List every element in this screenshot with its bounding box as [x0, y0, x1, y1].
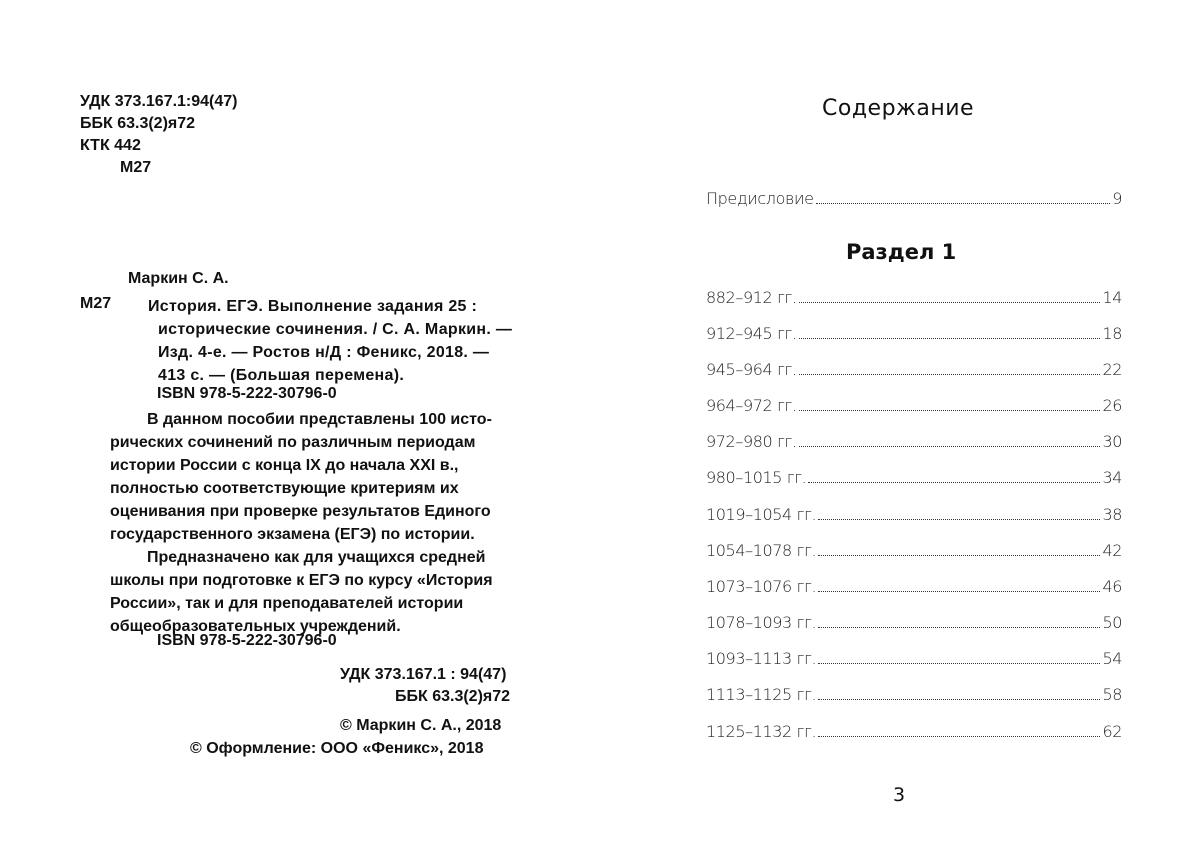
- toc-entry[interactable]: [706, 353, 1122, 379]
- author-cipher: М27: [80, 295, 112, 312]
- copyright-author: © Маркин С. А., 2018: [340, 717, 502, 734]
- toc-entry[interactable]: [706, 715, 1122, 741]
- toc-entry-page: 18: [1102, 324, 1122, 343]
- toc-entry[interactable]: [706, 317, 1122, 343]
- toc-dot-leader: [818, 519, 1100, 520]
- toc-entry-label: 882–912 гг.: [706, 288, 797, 307]
- toc-entry[interactable]: [706, 281, 1122, 307]
- author-cipher-top: М27: [120, 159, 152, 176]
- classification-codes-bottom: [340, 664, 510, 708]
- toc-entry[interactable]: [706, 498, 1122, 524]
- right-page: [600, 0, 1200, 867]
- toc-entry-label: 972–980 гг.: [706, 432, 797, 451]
- toc-entry-page: 62: [1102, 722, 1122, 741]
- isbn-bottom: ISBN 978-5-222-30796-0: [157, 632, 337, 649]
- toc-dot-leader: [818, 663, 1100, 664]
- annotation-line: общеобразовательных учреждений.: [110, 618, 401, 635]
- toc-dot-leader: [799, 338, 1101, 339]
- toc-dot-leader: [799, 302, 1101, 303]
- annotation-line: истории России с конца IX до начала XXI в.,: [110, 457, 459, 474]
- toc-entry-label: 945–964 гг.: [706, 360, 797, 379]
- toc-entry-page: 34: [1102, 468, 1122, 487]
- toc-entry-page: 26: [1102, 396, 1122, 415]
- toc-entry-label: 1019–1054 гг.: [706, 505, 817, 524]
- bib-line: Изд. 4-е. — Ростов н/Д : Феникс, 2018. —: [158, 344, 490, 361]
- toc-dot-leader: [818, 555, 1100, 556]
- toc-dot-leader: [816, 203, 1111, 204]
- bib-line: 413 с. — (Большая перемена).: [158, 367, 405, 384]
- toc-dot-leader: [799, 446, 1101, 447]
- toc-entry-label: 1093–1113 гг.: [706, 649, 817, 668]
- toc-entry-label: 1073–1076 гг.: [706, 577, 817, 596]
- toc-entry-label: 1078–1093 гг.: [706, 613, 817, 632]
- udk-code: УДК 373.167.1:94(47): [80, 93, 238, 110]
- toc-entry-page: 30: [1102, 432, 1122, 451]
- classification-codes: [80, 91, 238, 179]
- toc-entry-page: 38: [1102, 505, 1122, 524]
- toc-dot-leader: [818, 591, 1100, 592]
- annotation-line: рических сочинений по различным периодам: [110, 434, 476, 451]
- toc-entry[interactable]: [706, 570, 1122, 596]
- toc-entry[interactable]: [706, 642, 1122, 668]
- annotation-line: Предназначено как для учащихся средней: [147, 549, 486, 566]
- annotation-line: В данном пособии представлены 100 исто-: [147, 411, 492, 428]
- toc-entry-page: 14: [1102, 288, 1122, 307]
- toc-entry-preface[interactable]: [706, 182, 1122, 208]
- toc-entry-label: 964–972 гг.: [706, 396, 797, 415]
- toc-entry[interactable]: [706, 678, 1122, 704]
- toc-entry[interactable]: [706, 534, 1122, 560]
- udk-code-bottom: УДК 373.167.1 : 94(47): [340, 666, 507, 683]
- annotation-line: государственного экзамена (ЕГЭ) по истории.: [110, 526, 475, 543]
- toc-dot-leader: [799, 410, 1101, 411]
- section-title: Раздел 1: [846, 240, 957, 264]
- toc-entry[interactable]: [706, 389, 1122, 415]
- annotation-line: России», так и для преподавателей истории: [110, 595, 464, 612]
- toc-dot-leader: [818, 627, 1100, 628]
- copyright-design: © Оформление: ООО «Феникс», 2018: [190, 740, 484, 757]
- page-number: 3: [893, 784, 906, 806]
- toc-dot-leader: [818, 699, 1100, 700]
- bib-line: История. ЕГЭ. Выполнение задания 25 :: [148, 298, 478, 315]
- toc-entry-page: 42: [1102, 541, 1122, 560]
- toc-entry-label: Предисловие: [706, 189, 814, 208]
- toc-entry-label: 1113–1125 гг.: [706, 685, 817, 704]
- toc-entry-page: 46: [1102, 577, 1122, 596]
- toc-entry-label: 1054–1078 гг.: [706, 541, 817, 560]
- toc-entry-label: 912–945 гг.: [706, 324, 797, 343]
- toc-entry[interactable]: [706, 461, 1122, 487]
- toc-title: Содержание: [822, 96, 975, 121]
- toc-entry-page: 58: [1102, 685, 1122, 704]
- toc-dot-leader: [818, 736, 1100, 737]
- annotation-line: школы при подготовке к ЕГЭ по курсу «История: [110, 572, 493, 589]
- toc-entry[interactable]: [706, 606, 1122, 632]
- bbk-code-bottom: ББК 63.3(2)я72: [395, 688, 511, 705]
- annotation-line: полностью соответствующие критериям их: [110, 480, 459, 497]
- author-name: Маркин С. А.: [128, 270, 229, 287]
- isbn-top: ISBN 978-5-222-30796-0: [157, 385, 337, 402]
- toc-entry-label: 1125–1132 гг.: [706, 722, 817, 741]
- toc-dot-leader: [808, 482, 1100, 483]
- toc-entry-page: 9: [1112, 189, 1122, 208]
- toc-entry-page: 54: [1102, 649, 1122, 668]
- bbk-code: ББК 63.3(2)я72: [80, 115, 196, 132]
- toc-entry-label: 980–1015 гг.: [706, 468, 807, 487]
- toc-dot-leader: [799, 374, 1101, 375]
- annotation-line: оценивания при проверке результатов Единого: [110, 503, 491, 520]
- ktk-code: КТК 442: [80, 137, 141, 154]
- bibliographic-description: [148, 295, 524, 387]
- toc-entry-page: 50: [1102, 613, 1122, 632]
- toc-entry-page: 22: [1102, 360, 1122, 379]
- annotation: [110, 408, 530, 638]
- bib-line: исторические сочинения. / С. А. Маркин. —: [158, 321, 513, 338]
- toc-entry[interactable]: [706, 425, 1122, 451]
